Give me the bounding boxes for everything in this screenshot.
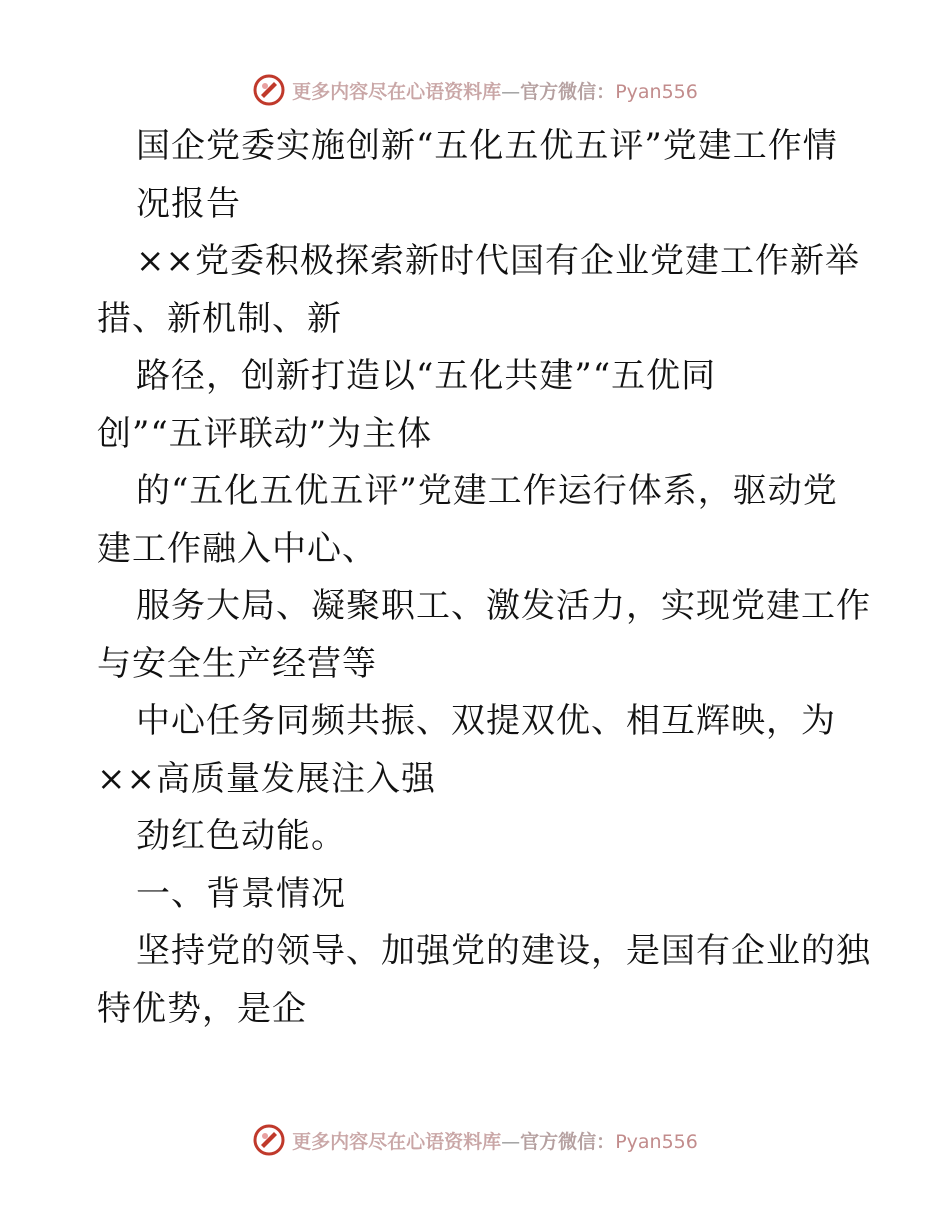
paragraph-line: 路径，创新打造以“五化共建”“五优同 (136, 356, 717, 396)
header-banner-text: 更多内容尽在心语资料库—官方微信：Pyan556 (292, 80, 698, 103)
title-line-2: 况报告 (136, 183, 241, 224)
paragraph-line: 中心任务同频共振、双提双优、相互辉映，为 (136, 701, 836, 741)
paragraph-line: 与安全生产经营等 (97, 643, 377, 684)
paragraph-line: 创”“五评联动”为主体 (97, 413, 433, 454)
brand-logo-icon (252, 73, 286, 107)
paragraph-line: 的“五化五优五评”党建工作运行体系，驱动党 (136, 471, 838, 511)
section-heading: 一、背景情况 (136, 873, 346, 914)
paragraph-line: 劲红色动能。 (136, 816, 346, 856)
paragraph-line: 措、新机制、新 (97, 298, 342, 339)
paragraph-line: 坚持党的领导、加强党的建设，是国有企业的独 (136, 931, 871, 971)
footer-watermark-banner (0, 1120, 950, 1160)
document-body (97, 118, 871, 1038)
header-watermark-banner (0, 70, 950, 110)
paragraph-line: 服务大局、凝聚职工、激发活力，实现党建工作 (136, 586, 871, 626)
paragraph-line: ××党委积极探索新时代国有企业党建工作新举 (136, 241, 860, 281)
footer-banner-text: 更多内容尽在心语资料库—官方微信：Pyan556 (292, 1130, 698, 1153)
title-line-1: 国企党委实施创新“五化五优五评”党建工作情 (136, 126, 838, 166)
brand-logo-icon (252, 1123, 286, 1157)
paragraph-line: 建工作融入中心、 (97, 528, 377, 569)
paragraph-line: 特优势，是企 (97, 988, 307, 1029)
paragraph-line: ××高质量发展注入强 (97, 758, 436, 799)
